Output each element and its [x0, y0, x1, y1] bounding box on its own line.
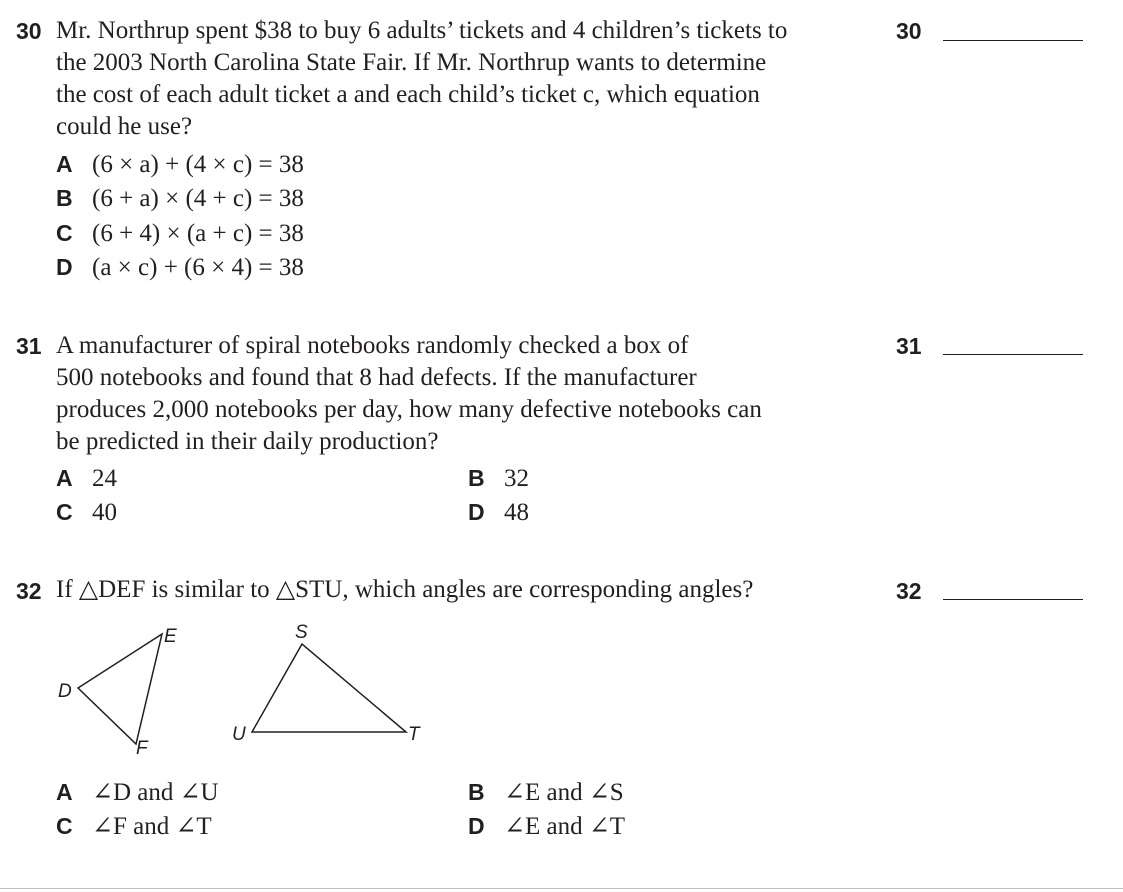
choice-letter: C — [56, 813, 73, 839]
choice-text: ∠D and ∠U — [92, 779, 219, 806]
answer-30-blank[interactable] — [943, 40, 1083, 41]
bottom-divider — [0, 888, 1123, 889]
choice-text: 24 — [92, 465, 117, 492]
question-31-line-1: A manufacturer of spiral notebooks randomly checked a box of — [56, 332, 689, 359]
choice-letter: D — [56, 254, 73, 280]
choice-text: 40 — [92, 499, 117, 526]
question-30-line-2: the 2003 North Carolina State Fair. If Mr. Northrup wants to determine — [56, 49, 767, 76]
choice-text: (6 × a) + (4 × c) = 38 — [92, 151, 304, 178]
question-30-line-1: Mr. Northrup spent $38 to buy 6 adults’ tickets and 4 children’s tickets to — [56, 17, 788, 44]
question-30-choice-b[interactable] — [56, 181, 304, 216]
question-32-choice-d[interactable] — [468, 809, 625, 844]
choice-text: (6 + 4) × (a + c) = 38 — [92, 220, 304, 247]
question-31-text — [56, 330, 762, 458]
choice-letter: A — [56, 151, 73, 177]
choice-text: (6 + a) × (4 + c) = 38 — [92, 185, 304, 212]
question-31-line-3: produces 2,000 notebooks per day, how many defective notebooks can — [56, 396, 762, 423]
choice-text: ∠E and ∠S — [504, 779, 624, 806]
choice-letter: B — [468, 779, 485, 805]
answer-32-number: 32 — [896, 578, 922, 604]
question-32-choice-c[interactable] — [56, 809, 212, 844]
choice-text: ∠E and ∠T — [504, 813, 626, 840]
choice-letter: A — [56, 779, 73, 805]
question-31-choice-c[interactable] — [56, 495, 117, 530]
choice-text: (a × c) + (6 × 4) = 38 — [92, 254, 304, 281]
choice-text: 48 — [504, 499, 529, 526]
question-30-choice-a[interactable] — [56, 147, 304, 182]
answer-32-blank[interactable] — [943, 599, 1083, 600]
question-31-choice-a[interactable] — [56, 461, 117, 496]
question-30-choice-c[interactable] — [56, 216, 304, 251]
label-t: T — [408, 724, 420, 745]
question-31-choice-d[interactable] — [468, 495, 529, 530]
question-31-number: 31 — [16, 333, 42, 359]
label-f: F — [136, 738, 148, 759]
answer-31-number: 31 — [896, 333, 922, 359]
question-32-number: 32 — [16, 578, 42, 604]
choice-letter: A — [56, 465, 73, 491]
choice-letter: B — [56, 185, 73, 211]
question-31-choice-b[interactable] — [468, 461, 529, 496]
choice-letter: C — [56, 220, 73, 246]
label-u: U — [232, 724, 246, 745]
choice-letter: C — [56, 499, 73, 525]
question-30-number: 30 — [16, 18, 42, 44]
question-30-line-3: the cost of each adult ticket a and each child’s ticket c, which equation — [56, 81, 760, 108]
question-32-choice-a[interactable] — [56, 775, 219, 810]
choice-letter: D — [468, 499, 485, 525]
triangles-figure — [40, 614, 460, 764]
answer-30-number: 30 — [896, 18, 922, 44]
question-30-text — [56, 15, 787, 143]
question-31-line-4: be predicted in their daily production? — [56, 428, 439, 455]
choice-text: 32 — [504, 465, 529, 492]
question-32-text — [56, 574, 753, 606]
answer-31-blank[interactable] — [943, 354, 1083, 355]
label-e: E — [164, 626, 177, 647]
question-31-line-2: 500 notebooks and found that 8 had defects. If the manufacturer — [56, 364, 697, 391]
label-d: D — [58, 681, 72, 702]
triangle-stu — [252, 644, 406, 732]
triangle-def — [78, 634, 162, 744]
choice-letter: D — [468, 813, 485, 839]
question-32-line-1: If △DEF is similar to △STU, which angles are corresponding angles? — [56, 576, 754, 603]
question-30-choice-d[interactable] — [56, 250, 304, 285]
label-s: S — [295, 622, 308, 643]
choice-letter: B — [468, 465, 485, 491]
choice-text: ∠F and ∠T — [92, 813, 212, 840]
question-32-choice-b[interactable] — [468, 775, 624, 810]
question-30-line-4: could he use? — [56, 113, 193, 140]
